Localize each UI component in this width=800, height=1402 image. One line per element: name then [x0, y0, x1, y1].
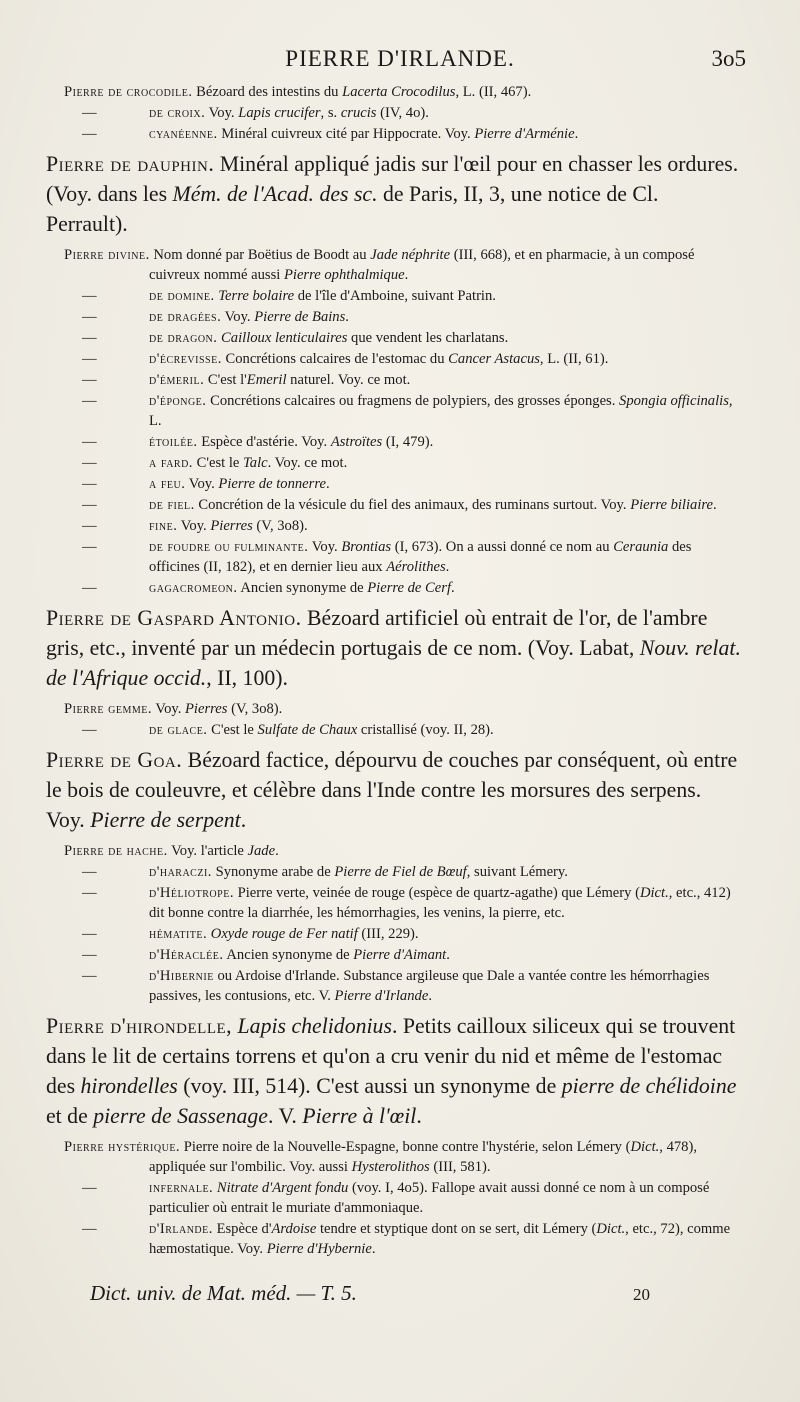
entry-fiel: — de fiel. Concrétion de la vésicule du fiel des animaux, des ruminans surtout. Voy. Pierre biliaire.: [82, 497, 717, 513]
entry-a-fard: — a fard. C'est le Talc. Voy. ce mot.: [82, 455, 348, 471]
entry-hache: Pierre de hache. Voy. l'article Jade.: [64, 843, 279, 859]
running-head: PIERRE D'IRLANDE.: [285, 46, 515, 71]
entry-a-feu: — a feu. Voy. Pierre de tonnerre.: [82, 476, 330, 492]
entry-emeril: — d'émeril. C'est l'Emeril naturel. Voy. ce mot.: [82, 372, 411, 388]
entry-hibernie: — d'Hibernie ou Ardoise d'Irlande. Substance argileuse que Dale a vantée contre les hémorrhagies passives, les contusions, etc. V. Pierre d'Irlande.: [82, 968, 710, 1004]
sheet-number: 20: [633, 1285, 650, 1304]
entry-glace: — de glace. C'est le Sulfate de Chaux cristallisé (voy. II, 28).: [82, 722, 494, 738]
entry-dauphin: Pierre de dauphin. Minéral appliqué jadis sur l'œil pour en chasser les ordures. (Voy. dans les Mém. de l'Acad. des sc. de Paris, II, 3, une notice de Cl. Perrault).: [46, 152, 739, 236]
signature-mark: Dict. univ. de Mat. méd. — T. 5.: [90, 1281, 357, 1305]
entry-heraclee: — d'Héraclée. Ancien synonyme de Pierre d'Aimant.: [82, 947, 450, 963]
entry-haraczi: — d'haraczi. Synonyme arabe de Pierre de Fiel de Bœuf, suivant Lémery.: [82, 864, 568, 880]
entry-dragon: — de dragon. Cailloux lenticulaires que vendent les charlatans.: [82, 330, 509, 346]
entry-etoilee: — étoilée. Espèce d'astérie. Voy. Astroïtes (I, 479).: [82, 434, 434, 450]
entry-hirondelle: Pierre d'hirondelle, Lapis chelidonius. Petits cailloux siliceux qui se trouvent dans le lit de certains torrens et qu'on a cru venir du nid et même de l'estomac des hirondelles (voy. III, 514). C'est aussi un synonyme de pierre de chélidoine et de pierre de Sassenage. V. Pierre à l'œil.: [46, 1014, 737, 1128]
entry-hematite: — hématite. Oxyde rouge de Fer natif (III, 229).: [82, 926, 419, 942]
entry-goa: Pierre de Goa. Bézoard factice, dépourvu de couches par conséquent, où entre le bois de couleuvre, et célèbre dans l'Inde contre les morsures des serpens. Voy. Pierre de serpent.: [46, 748, 738, 832]
entry-gaspard-antonio: Pierre de Gaspard Antonio. Bézoard artificiel où entrait de l'or, de l'ambre gris, etc., inventé par un médecin portugais de ce nom. (Voy. Labat, Nouv. relat. de l'Afrique occid., II, 100).: [46, 606, 741, 690]
entry-heliotrope: — d'Héliotrope. Pierre verte, veinée de rouge (espèce de quartz-agathe) que Lémery (Dict., etc., 412) dit bonne contre la diarrhée, les hémorrhagies, les venins, la pierre, etc.: [82, 885, 731, 921]
entry-infernale: — infernale. Nitrate d'Argent fondu (voy. I, 4o5). Fallope avait aussi donné ce nom à un composé particulier où entrait le muriate d'ammoniaque.: [82, 1180, 710, 1216]
entry-ecrevisse: — d'écrevisse. Concrétions calcaires de l'estomac du Cancer Astacus, L. (II, 61).: [82, 351, 609, 367]
entry-gagacromeon: — gagacromeon. Ancien synonyme de Pierre de Cerf.: [82, 580, 455, 596]
page-footer: [90, 1281, 650, 1306]
entry-domine: — de domine. Terre bolaire de l'île d'Amboine, suivant Patrin.: [82, 288, 496, 304]
entry-hysterique: Pierre hystérique. Pierre noire de la Nouvelle-Espagne, bonne contre l'hystérie, selon Lémery (Dict., 478), appliquée sur l'ombilic. Voy. aussi Hysterolithos (III, 581).: [64, 1139, 697, 1175]
entry-irlande: — d'Irlande. Espèce d'Ardoise tendre et styptique dont on se sert, dit Lémery (Dict., etc., 72), comme hæmostatique. Voy. Pierre d'Hybernie.: [82, 1221, 731, 1257]
entry-dragees: — de dragées. Voy. Pierre de Bains.: [82, 309, 349, 325]
entry-crocodile: Pierre de crocodile. Bézoard des intestins du Lacerta Crocodilus, L. (II, 467).: [64, 84, 532, 100]
entry-cyaneenne: — cyanéenne. Minéral cuivreux cité par Hippocrate. Voy. Pierre d'Arménie.: [82, 126, 579, 142]
page-header: [40, 46, 760, 82]
entry-foudre: — de foudre ou fulminante. Voy. Brontias (I, 673). On a aussi donné ce nom au Ceraunia des officines (II, 182), et en dernier lieu aux Aérolithes.: [82, 539, 692, 575]
entry-eponge: — d'éponge. Concrétions calcaires ou fragmens de polypiers, des grosses éponges. Spongia officinalis, L.: [82, 393, 733, 429]
entries: [46, 82, 744, 1260]
entry-fine: — fine. Voy. Pierres (V, 3o8).: [82, 518, 308, 534]
entry-croix: — de croix. Voy. Lapis crucifer, s. crucis (IV, 4o).: [82, 105, 429, 121]
page-number: 3o5: [711, 46, 746, 71]
entry-divine: Pierre divine. Nom donné par Boëtius de Boodt au Jade néphrite (III, 668), et en pharmacie, à un composé cuivreux nommé aussi Pierre ophthalmique.: [64, 247, 695, 283]
entry-gemme: Pierre gemme. Voy. Pierres (V, 3o8).: [64, 701, 283, 717]
